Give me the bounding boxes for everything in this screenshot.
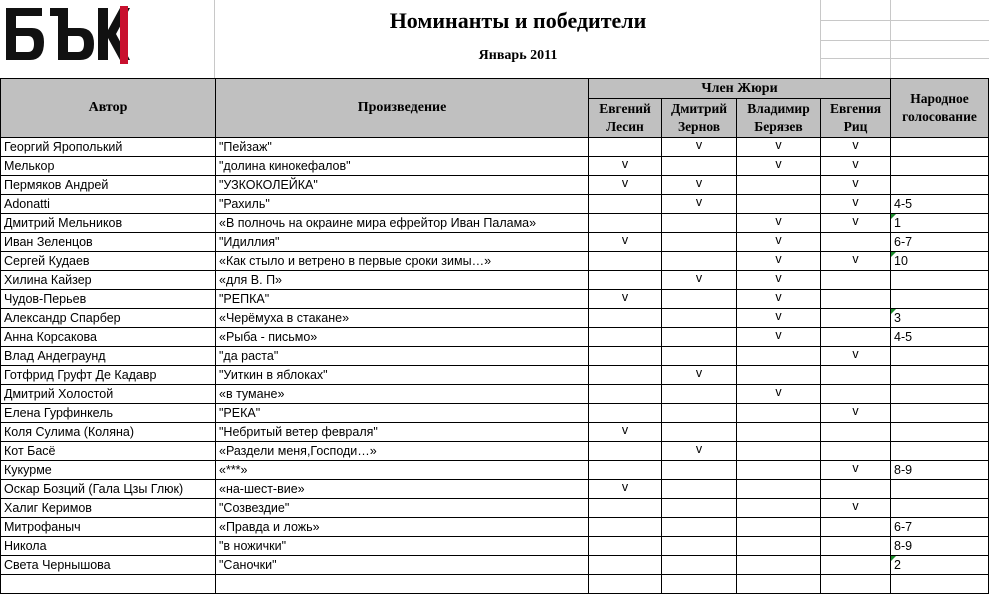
table-row (1, 290, 989, 309)
author-cell[interactable]: Adonatti (1, 195, 216, 214)
juror-last-name: Берязев (754, 119, 803, 134)
cell[interactable] (589, 575, 662, 594)
table-row (1, 480, 989, 499)
jury-mark-cell[interactable]: v (737, 290, 821, 309)
cell[interactable] (737, 575, 821, 594)
jury-mark-cell[interactable] (589, 442, 662, 461)
page-title: Номинанты и победители (389, 8, 647, 33)
jury-mark-cell[interactable]: v (737, 252, 821, 271)
popular-vote-cell[interactable] (891, 366, 989, 385)
juror-first-name: Владимир (747, 101, 810, 116)
popular-vote-cell[interactable] (891, 556, 989, 575)
work-cell[interactable]: «Черёмуха в стакане» (216, 309, 589, 328)
jury-mark-cell[interactable] (589, 461, 662, 480)
jury-mark-cell[interactable] (662, 499, 737, 518)
jury-mark-cell[interactable]: v (737, 138, 821, 157)
author-cell[interactable]: Георгий Ярополький (1, 138, 216, 157)
jury-mark-cell[interactable] (821, 556, 891, 575)
popular-vote-cell[interactable] (891, 271, 989, 290)
author-cell[interactable]: Елена Гурфинкель (1, 404, 216, 423)
jury-mark-cell[interactable]: v (821, 176, 891, 195)
table-row (1, 442, 989, 461)
popular-vote-value: 10 (894, 254, 908, 268)
popular-vote-cell[interactable] (891, 442, 989, 461)
author-header[interactable]: Автор (1, 79, 216, 138)
author-cell[interactable]: Света Чернышова (1, 556, 216, 575)
work-cell[interactable]: «в тумане» (216, 385, 589, 404)
author-cell[interactable]: Мелькор (1, 157, 216, 176)
table-row (1, 233, 989, 252)
author-cell[interactable]: Влад Андеграунд (1, 347, 216, 366)
work-cell[interactable]: «Правда и ложь» (216, 518, 589, 537)
comment-indicator-icon (891, 556, 896, 561)
jury-mark-cell[interactable] (737, 461, 821, 480)
popular-vote-value: 6-7 (894, 235, 913, 249)
jury-mark-cell[interactable] (737, 404, 821, 423)
jury-mark-cell[interactable] (589, 195, 662, 214)
work-cell[interactable]: "Небритый ветер февраля" (216, 423, 589, 442)
jury-mark-cell[interactable] (662, 347, 737, 366)
popular-vote-value: 1 (894, 216, 901, 230)
table-row (1, 347, 989, 366)
juror-header-zernov[interactable] (662, 99, 737, 138)
jury-mark-cell[interactable] (662, 518, 737, 537)
juror-first-name: Евгения (829, 101, 882, 116)
jury-mark-cell[interactable] (821, 518, 891, 537)
nominees-table (0, 78, 989, 594)
popular-vote-value: 4-5 (894, 197, 913, 211)
jury-mark-cell[interactable] (737, 347, 821, 366)
jury-header[interactable]: Член Жюри (589, 79, 891, 99)
jury-mark-cell[interactable]: v (821, 214, 891, 233)
popular-vote-cell[interactable] (891, 537, 989, 556)
table-row (1, 195, 989, 214)
jury-mark-cell[interactable] (737, 366, 821, 385)
popular-vote-cell[interactable] (891, 328, 989, 347)
work-cell[interactable]: "Саночки" (216, 556, 589, 575)
jury-mark-cell[interactable] (662, 404, 737, 423)
jury-mark-cell[interactable] (737, 423, 821, 442)
author-cell[interactable]: Никола (1, 537, 216, 556)
jury-mark-cell[interactable] (589, 214, 662, 233)
juror-header-rits[interactable] (821, 99, 891, 138)
jury-mark-cell[interactable]: v (821, 138, 891, 157)
jury-mark-cell[interactable]: v (662, 366, 737, 385)
work-cell[interactable]: "Пейзаж" (216, 138, 589, 157)
work-cell[interactable]: "долина кинокефалов" (216, 157, 589, 176)
work-cell[interactable]: "Идиллия" (216, 233, 589, 252)
jury-mark-cell[interactable]: v (737, 214, 821, 233)
jury-mark-cell[interactable] (821, 328, 891, 347)
jury-mark-cell[interactable]: v (737, 328, 821, 347)
popular-vote-cell[interactable] (891, 499, 989, 518)
jury-mark-cell[interactable] (821, 480, 891, 499)
cell[interactable] (216, 575, 589, 594)
logo-graphic (2, 2, 137, 66)
jury-mark-cell[interactable] (662, 233, 737, 252)
jury-mark-cell[interactable] (589, 309, 662, 328)
juror-header-beryazev[interactable] (737, 99, 821, 138)
jury-mark-cell[interactable] (662, 157, 737, 176)
table-row (1, 385, 989, 404)
jury-mark-cell[interactable]: v (589, 290, 662, 309)
jury-mark-cell[interactable] (821, 233, 891, 252)
jury-mark-cell[interactable] (821, 290, 891, 309)
jury-mark-cell[interactable]: v (821, 499, 891, 518)
juror-first-name: Евгений (599, 101, 651, 116)
work-cell[interactable]: "РЕПКА" (216, 290, 589, 309)
table-row (1, 252, 989, 271)
work-cell[interactable]: "Уиткин в яблоках" (216, 366, 589, 385)
popular-vote-value: 4-5 (894, 330, 913, 344)
author-cell[interactable]: Александр Спарбер (1, 309, 216, 328)
popular-vote-cell[interactable] (891, 157, 989, 176)
author-cell[interactable]: Халиг Керимов (1, 499, 216, 518)
popular-vote-header-line1: Народное (910, 91, 969, 106)
empty-row (1, 575, 989, 594)
table-row (1, 518, 989, 537)
jury-mark-cell[interactable] (589, 518, 662, 537)
jury-mark-cell[interactable] (662, 423, 737, 442)
jury-mark-cell[interactable] (589, 366, 662, 385)
jury-mark-cell[interactable] (821, 385, 891, 404)
jury-mark-cell[interactable]: v (737, 233, 821, 252)
jury-mark-cell[interactable]: v (821, 157, 891, 176)
table-row (1, 537, 989, 556)
jury-mark-cell[interactable] (737, 499, 821, 518)
jury-mark-cell[interactable]: v (821, 252, 891, 271)
jury-mark-cell[interactable] (589, 499, 662, 518)
comment-indicator-icon (891, 252, 896, 257)
jury-mark-cell[interactable] (662, 385, 737, 404)
jury-mark-cell[interactable] (589, 138, 662, 157)
jury-mark-cell[interactable] (662, 461, 737, 480)
popular-vote-cell[interactable] (891, 138, 989, 157)
jury-mark-cell[interactable] (662, 214, 737, 233)
jury-mark-cell[interactable]: v (589, 176, 662, 195)
work-cell[interactable]: "в ножички" (216, 537, 589, 556)
table-row (1, 556, 989, 575)
work-cell[interactable]: «Рыба - письмо» (216, 328, 589, 347)
table-row (1, 461, 989, 480)
work-cell[interactable]: "РЕКА" (216, 404, 589, 423)
jury-mark-cell[interactable] (737, 195, 821, 214)
jury-mark-cell[interactable] (821, 366, 891, 385)
popular-vote-value: 6-7 (894, 520, 913, 534)
jury-mark-cell[interactable]: v (589, 480, 662, 499)
jury-mark-cell[interactable] (737, 518, 821, 537)
table-row (1, 404, 989, 423)
author-cell[interactable]: Дмитрий Мельников (1, 214, 216, 233)
jury-mark-cell[interactable] (821, 423, 891, 442)
jury-mark-cell[interactable] (821, 442, 891, 461)
cell[interactable] (662, 575, 737, 594)
jury-mark-cell[interactable]: v (589, 233, 662, 252)
jury-mark-cell[interactable] (737, 442, 821, 461)
author-cell[interactable]: Сергей Кудаев (1, 252, 216, 271)
juror-header-lesin[interactable] (589, 99, 662, 138)
author-cell[interactable]: Анна Корсакова (1, 328, 216, 347)
jury-mark-cell[interactable] (662, 290, 737, 309)
jury-mark-cell[interactable] (737, 537, 821, 556)
author-cell[interactable]: Готфрид Груфт Де Кадавр (1, 366, 216, 385)
jury-mark-cell[interactable]: v (662, 195, 737, 214)
author-cell[interactable]: Пермяков Андрей (1, 176, 216, 195)
jury-mark-cell[interactable]: v (821, 347, 891, 366)
jury-mark-cell[interactable] (589, 385, 662, 404)
jury-mark-cell[interactable] (662, 328, 737, 347)
jury-mark-cell[interactable] (662, 309, 737, 328)
jury-mark-cell[interactable] (589, 556, 662, 575)
jury-mark-cell[interactable] (821, 271, 891, 290)
jury-mark-cell[interactable] (589, 271, 662, 290)
popular-vote-cell[interactable] (891, 385, 989, 404)
popular-vote-value: 8-9 (894, 463, 913, 477)
work-cell[interactable]: "УЗКОКОЛЕЙКА" (216, 176, 589, 195)
work-cell[interactable]: «Как стыло и ветрено в первые сроки зимы…» (216, 252, 589, 271)
popular-vote-cell[interactable] (891, 480, 989, 499)
work-cell[interactable]: "Рахиль" (216, 195, 589, 214)
work-cell[interactable]: "Созвездие" (216, 499, 589, 518)
page-subtitle: Январь 2011 (478, 48, 558, 63)
table-row (1, 271, 989, 290)
jury-mark-cell[interactable] (662, 480, 737, 499)
jury-mark-cell[interactable] (662, 252, 737, 271)
jury-mark-cell[interactable] (589, 404, 662, 423)
juror-first-name: Дмитрий (670, 101, 728, 116)
jury-mark-cell[interactable] (737, 176, 821, 195)
jury-mark-cell[interactable]: v (589, 157, 662, 176)
table-row (1, 214, 989, 233)
popular-vote-cell[interactable] (891, 252, 989, 271)
popular-vote-cell[interactable] (891, 195, 989, 214)
jury-mark-cell[interactable] (589, 252, 662, 271)
popular-vote-value: 2 (894, 558, 901, 572)
table-row (1, 157, 989, 176)
jury-mark-cell[interactable]: v (821, 461, 891, 480)
popular-vote-cell[interactable] (891, 423, 989, 442)
jury-mark-cell[interactable]: v (737, 309, 821, 328)
author-cell[interactable]: Хилина Кайзер (1, 271, 216, 290)
jury-mark-cell[interactable] (662, 537, 737, 556)
table-row (1, 138, 989, 157)
cell[interactable] (821, 575, 891, 594)
popular-vote-value: 8-9 (894, 539, 913, 553)
table-row (1, 366, 989, 385)
work-cell[interactable]: «для В. П» (216, 271, 589, 290)
jury-mark-cell[interactable]: v (662, 138, 737, 157)
work-header[interactable]: Произведение (216, 79, 589, 138)
popular-vote-cell[interactable] (891, 461, 989, 480)
popular-vote-cell[interactable] (891, 309, 989, 328)
author-cell[interactable]: Чудов-Перьев (1, 290, 216, 309)
jury-mark-cell[interactable] (737, 556, 821, 575)
author-cell[interactable]: Иван Зеленцов (1, 233, 216, 252)
popular-vote-value: 3 (894, 311, 901, 325)
jury-mark-cell[interactable] (589, 328, 662, 347)
jury-mark-cell[interactable]: v (662, 176, 737, 195)
jury-mark-cell[interactable]: v (737, 385, 821, 404)
author-cell[interactable]: Дмитрий Холостой (1, 385, 216, 404)
popular-vote-cell[interactable] (891, 347, 989, 366)
logo (2, 2, 137, 66)
work-cell[interactable]: «В полночь на окраине мира ефрейтор Иван Палама» (216, 214, 589, 233)
popular-vote-cell[interactable] (891, 233, 989, 252)
jury-mark-cell[interactable] (589, 537, 662, 556)
jury-mark-cell[interactable] (589, 347, 662, 366)
jury-mark-cell[interactable]: v (821, 195, 891, 214)
popular-vote-cell[interactable] (891, 176, 989, 195)
author-cell[interactable]: Коля Сулима (Коляна) (1, 423, 216, 442)
juror-last-name: Риц (843, 119, 868, 134)
popular-vote-cell[interactable] (891, 290, 989, 309)
popular-vote-cell[interactable] (891, 518, 989, 537)
author-cell[interactable]: Кот Басё (1, 442, 216, 461)
jury-mark-cell[interactable]: v (589, 423, 662, 442)
juror-last-name: Лесин (606, 119, 644, 134)
cell[interactable] (891, 575, 989, 594)
author-cell[interactable]: Кукурме (1, 461, 216, 480)
author-cell[interactable]: Оскар Бозций (Гала Цзы Глюк) (1, 480, 216, 499)
popular-vote-header-line2: голосование (902, 109, 977, 124)
popular-vote-header[interactable] (891, 79, 989, 138)
jury-mark-cell[interactable] (821, 309, 891, 328)
jury-mark-cell[interactable]: v (662, 442, 737, 461)
work-cell[interactable]: «Раздели меня,Господи…» (216, 442, 589, 461)
work-cell[interactable]: «***» (216, 461, 589, 480)
jury-mark-cell[interactable]: v (737, 271, 821, 290)
jury-mark-cell[interactable]: v (821, 404, 891, 423)
popular-vote-cell[interactable] (891, 214, 989, 233)
jury-mark-cell[interactable] (821, 537, 891, 556)
table-row (1, 423, 989, 442)
juror-last-name: Зернов (677, 119, 721, 134)
table-row (1, 176, 989, 195)
table-row (1, 309, 989, 328)
jury-mark-cell[interactable] (662, 556, 737, 575)
work-cell[interactable]: «на-шест-вие» (216, 480, 589, 499)
comment-indicator-icon (891, 214, 896, 219)
work-cell[interactable]: "да раста" (216, 347, 589, 366)
jury-mark-cell[interactable]: v (662, 271, 737, 290)
cell[interactable] (1, 575, 216, 594)
author-cell[interactable]: Митрофаныч (1, 518, 216, 537)
jury-mark-cell[interactable]: v (737, 157, 821, 176)
table-row (1, 499, 989, 518)
jury-mark-cell[interactable] (737, 480, 821, 499)
table-row (1, 328, 989, 347)
comment-indicator-icon (891, 309, 896, 314)
popular-vote-cell[interactable] (891, 404, 989, 423)
